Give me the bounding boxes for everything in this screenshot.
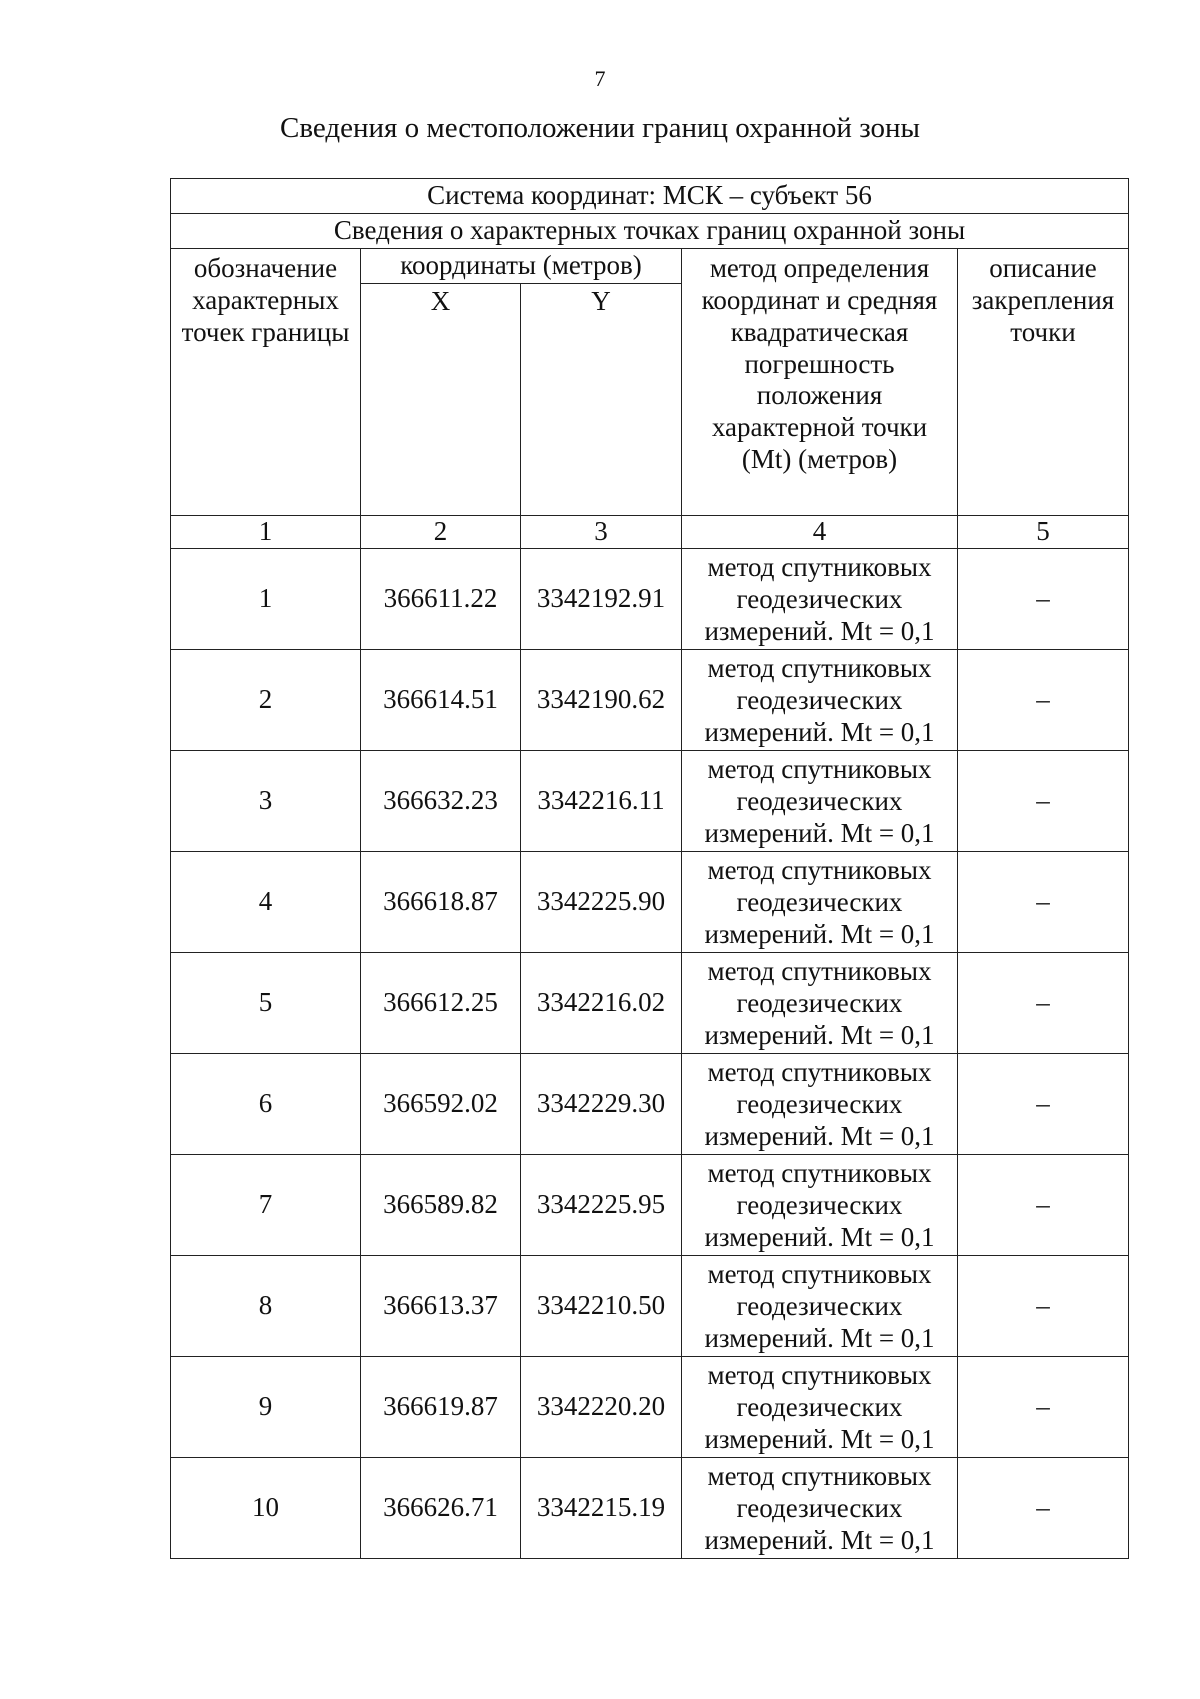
table-row <box>171 1054 1129 1155</box>
coordinate-system-cell: Система координат: МСК – субъект 56 <box>171 179 1129 214</box>
y-coordinate-cell: 3342225.95 <box>521 1155 682 1256</box>
table-row <box>171 953 1129 1054</box>
x-coordinate-cell: 366592.02 <box>361 1054 521 1155</box>
page-number: 7 <box>594 66 606 91</box>
point-number-cell: 4 <box>171 852 361 953</box>
header-coordinates: координаты (метров) <box>361 249 682 284</box>
method-cell: метод спутниковых геодезических измерений. Mt = 0,1 <box>682 852 958 953</box>
x-coordinate-cell: 366611.22 <box>361 549 521 650</box>
y-coordinate-cell: 3342216.02 <box>521 953 682 1054</box>
header-x: X <box>361 284 521 516</box>
method-cell: метод спутниковых геодезических измерений. Mt = 0,1 <box>682 1256 958 1357</box>
method-cell: метод спутниковых геодезических измерений. Mt = 0,1 <box>682 751 958 852</box>
description-cell: – <box>958 549 1129 650</box>
x-coordinate-cell: 366626.71 <box>361 1458 521 1559</box>
table-row <box>171 751 1129 852</box>
table-row <box>171 1458 1129 1559</box>
y-coordinate-cell: 3342190.62 <box>521 650 682 751</box>
point-number-cell: 5 <box>171 953 361 1054</box>
method-cell: метод спутниковых геодезических измерений. Mt = 0,1 <box>682 1357 958 1458</box>
point-number-cell: 9 <box>171 1357 361 1458</box>
description-cell: – <box>958 953 1129 1054</box>
method-cell: метод спутниковых геодезических измерений. Mt = 0,1 <box>682 549 958 650</box>
point-number-cell: 8 <box>171 1256 361 1357</box>
method-cell: метод спутниковых геодезических измерений. Mt = 0,1 <box>682 953 958 1054</box>
table-row <box>171 1155 1129 1256</box>
column-number: 3 <box>521 516 682 549</box>
description-cell: – <box>958 852 1129 953</box>
x-coordinate-cell: 366632.23 <box>361 751 521 852</box>
header-description: описание закрепления точки <box>958 249 1129 516</box>
table-row <box>171 549 1129 650</box>
y-coordinate-cell: 3342210.50 <box>521 1256 682 1357</box>
table-row <box>171 852 1129 953</box>
description-cell: – <box>958 1357 1129 1458</box>
points-info-row <box>171 214 1129 249</box>
y-coordinate-cell: 3342215.19 <box>521 1458 682 1559</box>
point-number-cell: 10 <box>171 1458 361 1559</box>
x-coordinate-cell: 366613.37 <box>361 1256 521 1357</box>
column-number: 5 <box>958 516 1129 549</box>
coordinate-system-row <box>171 179 1129 214</box>
table-row <box>171 1256 1129 1357</box>
y-coordinate-cell: 3342220.20 <box>521 1357 682 1458</box>
description-cell: – <box>958 1458 1129 1559</box>
header-method: метод определения координат и средняя квадратическая погрешность положения характерной точки (Mt) (метров) <box>682 249 958 516</box>
description-cell: – <box>958 1155 1129 1256</box>
description-cell: – <box>958 751 1129 852</box>
header-row <box>171 249 1129 284</box>
points-info-cell: Сведения о характерных точках границ охранной зоны <box>171 214 1129 249</box>
column-numbers-row <box>171 516 1129 549</box>
point-number-cell: 3 <box>171 751 361 852</box>
x-coordinate-cell: 366589.82 <box>361 1155 521 1256</box>
x-coordinate-cell: 366618.87 <box>361 852 521 953</box>
header-designation: обозначение характерных точек границы <box>171 249 361 516</box>
column-number: 2 <box>361 516 521 549</box>
table-row <box>171 650 1129 751</box>
coordinates-table <box>170 178 1129 1559</box>
y-coordinate-cell: 3342229.30 <box>521 1054 682 1155</box>
column-number: 4 <box>682 516 958 549</box>
y-coordinate-cell: 3342192.91 <box>521 549 682 650</box>
y-coordinate-cell: 3342225.90 <box>521 852 682 953</box>
point-number-cell: 7 <box>171 1155 361 1256</box>
description-cell: – <box>958 1054 1129 1155</box>
table-row <box>171 1357 1129 1458</box>
point-number-cell: 6 <box>171 1054 361 1155</box>
header-y: Y <box>521 284 682 516</box>
point-number-cell: 2 <box>171 650 361 751</box>
description-cell: – <box>958 1256 1129 1357</box>
x-coordinate-cell: 366612.25 <box>361 953 521 1054</box>
column-number: 1 <box>171 516 361 549</box>
method-cell: метод спутниковых геодезических измерений. Mt = 0,1 <box>682 1155 958 1256</box>
method-cell: метод спутниковых геодезических измерений. Mt = 0,1 <box>682 1458 958 1559</box>
point-number-cell: 1 <box>171 549 361 650</box>
method-cell: метод спутниковых геодезических измерений. Mt = 0,1 <box>682 1054 958 1155</box>
y-coordinate-cell: 3342216.11 <box>521 751 682 852</box>
x-coordinate-cell: 366614.51 <box>361 650 521 751</box>
method-cell: метод спутниковых геодезических измерений. Mt = 0,1 <box>682 650 958 751</box>
page-title: Сведения о местоположении границ охранной зоны <box>279 112 920 144</box>
x-coordinate-cell: 366619.87 <box>361 1357 521 1458</box>
description-cell: – <box>958 650 1129 751</box>
